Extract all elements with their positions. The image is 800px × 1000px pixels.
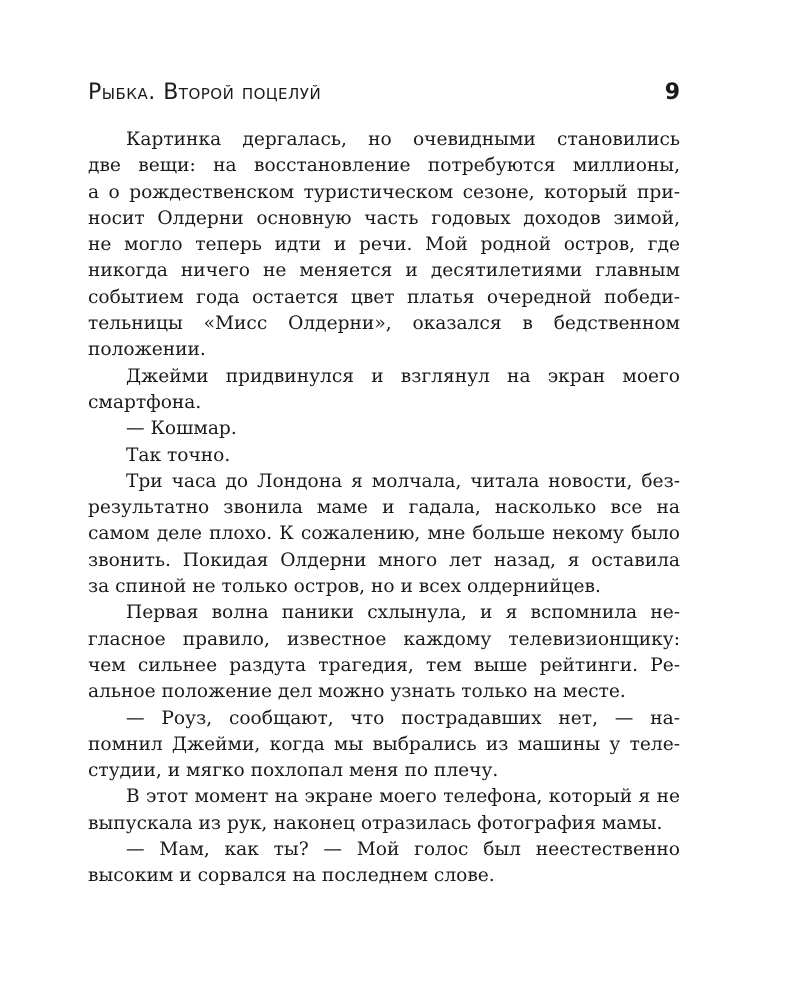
- text-line: гласное правило, известное каждому телевизионщику:: [88, 628, 680, 650]
- text-line: выпускала из рук, наконец отразилась фотография мамы.: [88, 812, 663, 834]
- text-line: самом деле плохо. К сожалению, мне больше некому было: [88, 523, 680, 545]
- text-line: высоким и сорвался на последнем слове.: [88, 865, 495, 887]
- text-line: альное положение дел можно узнать только на месте.: [88, 681, 626, 703]
- page-header: [88, 80, 680, 114]
- text-line: звонить. Покидая Олдерни много лет назад, я оставила: [88, 549, 680, 571]
- running-title: Рыбка. Второй поцелуй: [88, 80, 322, 105]
- text-line: Картинка дергалась, но очевидными становились: [126, 129, 680, 150]
- text-line: — Роуз, сообщают, что пострадавших нет, — на-: [126, 707, 680, 729]
- text-line: а о рождественском туристическом сезоне, который при-: [88, 181, 680, 203]
- text-line: студии, и мягко похлопал меня по плечу.: [88, 760, 499, 782]
- text-line: смартфона.: [88, 391, 202, 413]
- text-line: за спиной не только остров, но и всех олдернийцев.: [88, 576, 601, 598]
- text-line: чем сильнее раздута трагедия, тем выше рейтинги. Ре-: [88, 654, 680, 676]
- text-line: Три часа до Лондона я молчала, читала новости, без-: [126, 470, 680, 492]
- text-line: носит Олдерни основную часть годовых доходов зимой,: [88, 207, 680, 229]
- text-line: результатно звонила маме и гадала, насколько все на: [88, 497, 680, 519]
- text-line: — Кошмар.: [126, 418, 237, 440]
- page-number: 9: [664, 80, 680, 105]
- text-line: положении.: [88, 339, 206, 361]
- text-line: две вещи: на восстановление потребуются миллионы,: [88, 155, 680, 177]
- text-line: — Мам, как ты? — Мой голос был неестественно: [126, 839, 680, 861]
- text-line: помнил Джейми, когда мы выбрались из машины у теле-: [88, 733, 680, 755]
- text-line: Джейми придвинулся и взглянул на экран моего: [126, 365, 680, 387]
- text-line: В этот момент на экране моего телефона, который я не: [126, 786, 680, 808]
- text-line: тельницы «Мисс Олдерни», оказался в бедственном: [88, 313, 680, 335]
- text-line: событием года остается цвет платья очередной победи-: [88, 286, 680, 308]
- text-line: Так точно.: [126, 444, 231, 466]
- text-line: не могло теперь идти и речи. Мой родной остров, где: [88, 234, 680, 256]
- body-text: [88, 127, 680, 890]
- text-line: никогда ничего не меняется и десятилетиями главным: [88, 260, 680, 282]
- text-line: Первая волна паники схлынула, и я вспомнила не-: [126, 602, 680, 624]
